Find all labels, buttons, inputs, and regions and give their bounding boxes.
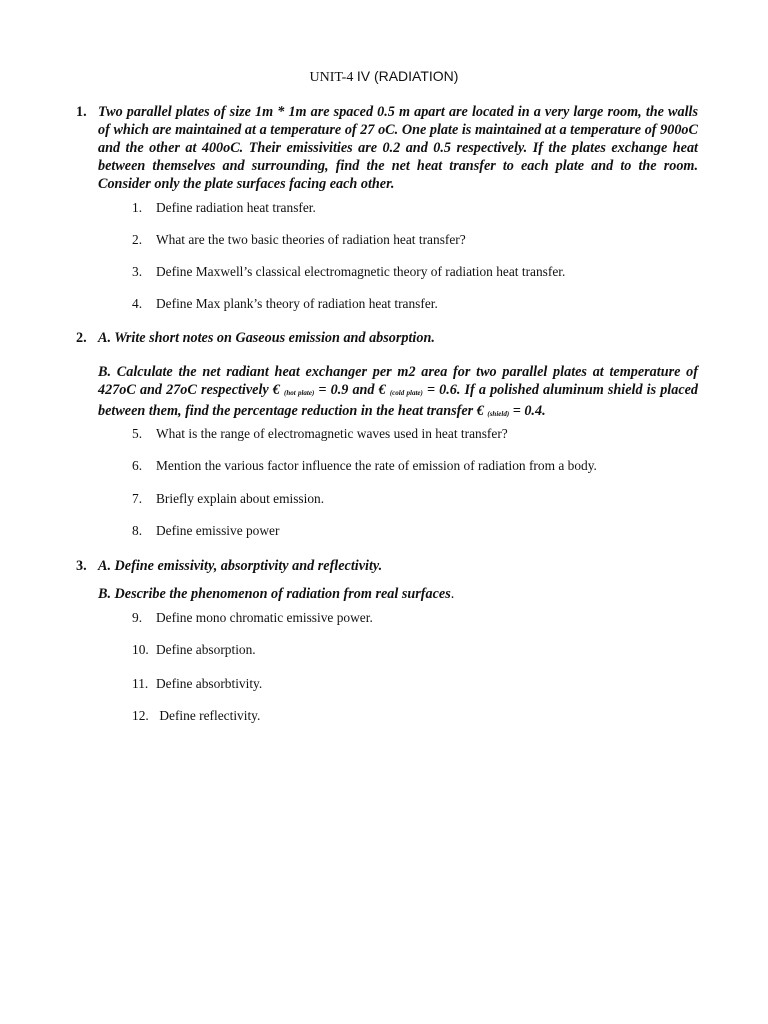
short-question — [132, 707, 260, 724]
short-question-number: 12. — [132, 708, 149, 723]
question-part-a: A. Write short notes on Gaseous emission and absorption. — [98, 330, 435, 346]
short-question-text: Define Maxwell’s classical electromagnetic theory of radiation heat transfer. — [156, 264, 566, 279]
short-question-number: 1. — [132, 200, 143, 215]
short-question-text: What is the range of electromagnetic waves used in heat transfer? — [156, 426, 508, 441]
short-question — [132, 425, 508, 442]
question-3 — [76, 557, 698, 575]
question-number: 3. — [76, 558, 87, 574]
title-suffix: IV (RADIATION) — [356, 68, 459, 84]
short-question-number: 7. — [132, 491, 143, 506]
question-part-b: B. Calculate the net radiant heat exchanger per m2 area for two parallel plates at temperature of 427oC and 27oC respectively € $_{(hot plate)}$ = 0.9 and € $_{(cold plate)}$ = 0.6. If a polished aluminum shield is placed between them, find the percentage reduction in the heat transfer € $_{(shield)}$ = 0.4. — [98, 364, 699, 419]
question-3-part-b — [76, 585, 698, 603]
short-question-number: 9. — [132, 610, 143, 625]
short-question-text: Briefly explain about emission. — [156, 491, 325, 506]
question-number: 1. — [76, 104, 87, 120]
short-question — [132, 609, 373, 626]
short-question-text: Define mono chromatic emissive power. — [156, 610, 373, 625]
question-text: Two parallel plates of size 1m * 1m are spaced 0.5 m apart are located in a very large room, the walls of which are maintained at a temperature of 27 oC. One plate is maintained at a temperature of 900oC and the other at 400oC. Their emissivities are 0.2 and 0.5 respectively. If the plates exchange heat between themselves and surrounding, find the net heat transfer to each plate and to the room. Consider only the plate surfaces facing each other. — [98, 104, 698, 192]
short-question-text: Define reflectivity. — [156, 708, 261, 723]
short-question — [132, 675, 262, 692]
short-question-text: What are the two basic theories of radiation heat transfer? — [156, 232, 466, 247]
short-question-text: Mention the various factor influence the rate of emission of radiation from a body. — [156, 458, 597, 473]
short-question-number: 2. — [132, 232, 143, 247]
question-number: 2. — [76, 330, 87, 346]
short-question-number: 6. — [132, 458, 143, 473]
short-question-text: Define Max plank’s theory of radiation heat transfer. — [156, 296, 438, 311]
short-question — [132, 199, 316, 216]
short-question-number: 8. — [132, 523, 143, 538]
question-2 — [76, 329, 698, 347]
question-2-part-b — [76, 363, 698, 423]
short-question — [132, 457, 597, 474]
short-question-number: 11. — [132, 676, 149, 691]
question-part-b: B. Describe the phenomenon of radiation from real surfaces. — [98, 586, 455, 602]
short-question-text: Define absorbtivity. — [156, 676, 263, 691]
page-title — [0, 67, 768, 87]
short-question-text: Define emissive power — [156, 523, 280, 538]
title-prefix: UNIT-4 — [309, 70, 354, 85]
question-part-a: A. Define emissivity, absorptivity and reflectivity. — [98, 558, 383, 574]
short-question-number: 3. — [132, 264, 143, 279]
short-question-number: 5. — [132, 426, 143, 441]
short-question — [132, 231, 466, 248]
short-question-text: Define radiation heat transfer. — [156, 200, 316, 215]
short-question-text: Define absorption. — [156, 642, 256, 657]
short-question — [132, 641, 256, 658]
short-question — [132, 295, 438, 312]
short-question-number: 10. — [132, 642, 149, 657]
short-question-number: 4. — [132, 296, 143, 311]
short-question — [132, 490, 324, 507]
short-question — [132, 263, 565, 280]
short-question — [132, 522, 279, 539]
question-1 — [76, 103, 698, 193]
